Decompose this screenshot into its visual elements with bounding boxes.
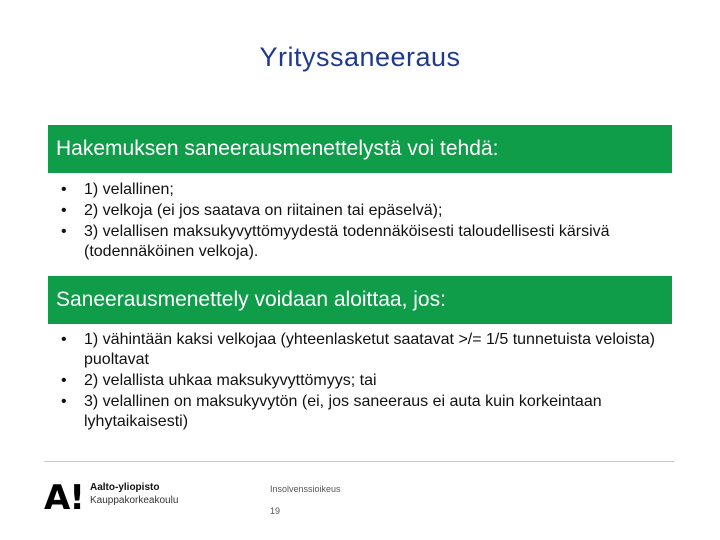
bullet-icon: • (61, 393, 67, 410)
bullet-icon: • (61, 223, 67, 240)
list-item (56, 371, 672, 391)
bullet-icon: • (61, 372, 67, 389)
logo-university-name: Aalto-yliopisto (90, 482, 160, 493)
aalto-logo (44, 480, 204, 520)
section-heading-conditions: Saneerausmenettely voidaan aloittaa, jos: (48, 276, 672, 324)
list-item (56, 330, 672, 370)
list-item-text: 3) velallinen on maksukyvytön (ei, jos saneeraus ei auta kuin korkeintaan lyhytaikaisesti) (84, 393, 602, 430)
list-item-text: 3) velallisen maksukyvyttömyydestä todennäköisesti taloudellisesti kärsivä (todennäköinen velkoja). (84, 223, 610, 260)
bullet-icon: • (61, 202, 67, 219)
list-item-text: 2) velallista uhkaa maksukyvyttömyys; tai (84, 372, 377, 389)
slide-title: Yrityssaneeraus (259, 42, 461, 72)
logo-school-name: Kauppakorkeakoulu (90, 495, 179, 506)
list-item (56, 222, 672, 262)
list-item-text: 1) vähintään kaksi velkojaa (yhteenlasketut saatavat >/= 1/5 tunnetuista veloista) puoltavat (84, 331, 656, 368)
bullet-list-conditions (56, 330, 672, 433)
list-item (56, 392, 672, 432)
logo-mark: A! (44, 478, 84, 518)
list-item-text: 1) velallinen; (84, 181, 174, 198)
list-item (56, 180, 672, 200)
list-item-text: 2) velkoja (ei jos saatava on riitainen tai epäselvä); (84, 202, 443, 219)
footer-divider (44, 461, 674, 462)
bullet-list-applicants (56, 180, 672, 263)
page-number: 19 (270, 506, 281, 516)
footer-course-name: Insolvenssioikeus (270, 484, 341, 494)
section-heading-applicants: Hakemuksen saneerausmenettelystä voi tehdä: (48, 125, 672, 173)
bullet-icon: • (61, 181, 67, 198)
list-item (56, 201, 672, 221)
bullet-icon: • (61, 331, 67, 348)
